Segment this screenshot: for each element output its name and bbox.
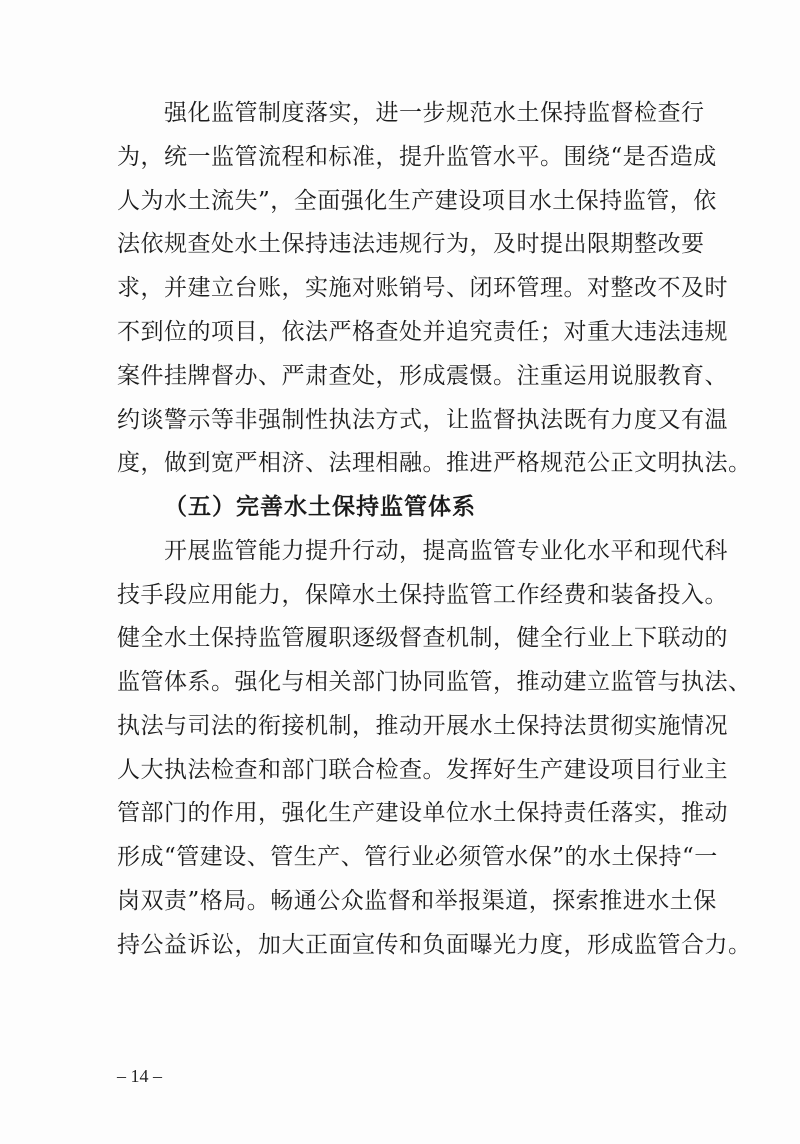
paragraph-1-line-4: 法依规查处水土保持违法违规行为，及时提出限期整改要 xyxy=(117,231,705,257)
paragraph-2-line-8: 形成“管建设、管生产、管行业必须管水保”的水土保持“一 xyxy=(117,844,718,870)
paragraph-1-line-3: 人为水土流失”，全面强化生产建设项目水土保持监管，依 xyxy=(117,188,717,214)
paragraph-2-line-5: 执法与司法的衔接机制，推动开展水土保持法贯彻实施情况 xyxy=(117,713,728,739)
paragraph-2-line-7: 管部门的作用，强化生产建设单位水土保持责任落实，推动 xyxy=(117,800,728,826)
paragraph-1-line-7: 案件挂牌督办、严肃查处，形成震慑。注重运用说服教育、 xyxy=(117,363,728,389)
paragraph-2-line-10: 持公益诉讼，加大正面宣传和负面曝光力度，形成监管合力。 xyxy=(117,932,752,958)
paragraph-2-line-3: 健全水土保持监管履职逐级督查机制，健全行业上下联动的 xyxy=(117,625,728,651)
paragraph-2-line-6: 人大执法检查和部门联合检查。发挥好生产建设项目行业主 xyxy=(117,757,728,783)
page-number: – 14 – xyxy=(117,1066,162,1086)
paragraph-2-line-1: 开展监管能力提升行动，提高监管专业化水平和现代科 xyxy=(164,538,728,564)
paragraph-1-line-1: 强化监管制度落实，进一步规范水土保持监督检查行 xyxy=(164,100,705,126)
paragraph-2-line-2: 技手段应用能力，保障水土保持监管工作经费和装备投入。 xyxy=(117,582,728,608)
paragraph-1-line-5: 求，并建立台账，实施对账销号、闭环管理。对整改不及时 xyxy=(117,275,728,301)
paragraph-1-line-8: 约谈警示等非强制性执法方式，让监督执法既有力度又有温 xyxy=(117,407,728,433)
paragraph-2-line-9: 岗双责”格局。畅通公众监督和举报渠道，探索推进水土保 xyxy=(117,888,717,914)
paragraph-1-line-9: 度，做到宽严相济、法理相融。推进严格规范公正文明执法。 xyxy=(117,450,752,476)
paragraph-1-line-6: 不到位的项目，依法严格查处并追究责任；对重大违法违规 xyxy=(117,319,728,345)
paragraph-2-line-4: 监管体系。强化与相关部门协同监管，推动建立监管与执法、 xyxy=(117,669,752,695)
paragraph-1-line-2: 为，统一监管流程和标准，提升监管水平。围绕“是否造成 xyxy=(117,144,717,170)
section-heading: （五）完善水土保持监管体系 xyxy=(164,494,476,520)
